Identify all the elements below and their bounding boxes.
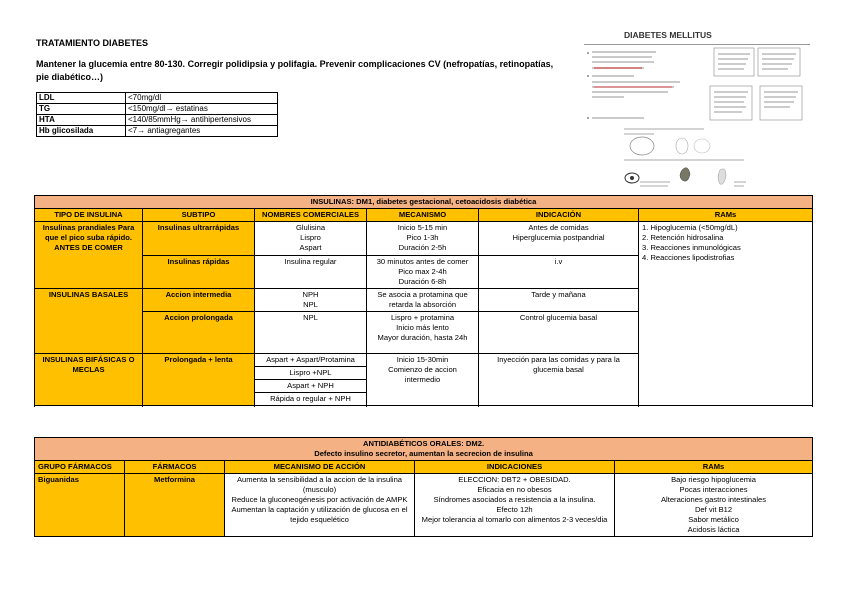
table-row [37, 115, 278, 126]
mechanism [225, 474, 415, 537]
drug-name: Metformina [125, 474, 225, 537]
target-value: <70mg/dl [126, 93, 278, 104]
column-header: MECANISMO [367, 209, 479, 222]
list-item: ELECCION: DBT2 + OBESIDAD. [458, 475, 571, 484]
insulin-subtype: Prolongada + lenta [143, 354, 255, 406]
diabetes-slide-thumbnail [584, 30, 810, 196]
table-row [35, 474, 813, 537]
list-item: 3. Reacciones inmunológicas [642, 243, 741, 252]
table-row [37, 104, 278, 115]
insulin-type-basal: INSULINAS BASALES [35, 289, 143, 354]
indication [479, 256, 639, 289]
insulin-type-biphasic: INSULINAS BIFÁSICAS O MECLAS [35, 354, 143, 406]
target-value: <150mg/dl→ estatinas [126, 104, 278, 115]
thumbnail-graphic [584, 30, 810, 196]
commercial-names [255, 222, 367, 256]
column-header: TIPO DE INSULINA [35, 209, 143, 222]
list-item: Aspart [299, 243, 322, 252]
list-item: Aspart + Aspart/Protamina [255, 354, 366, 367]
table-header-row [35, 209, 813, 222]
column-header: INDICACIONES [415, 461, 615, 474]
mechanism [367, 222, 479, 256]
insulin-subtype: Accion intermedia [143, 289, 255, 312]
column-header: GRUPO FÁRMACOS [35, 461, 125, 474]
indication [479, 222, 639, 256]
table-header-row [35, 461, 813, 474]
target-label: Hb glicosilada [37, 126, 126, 137]
insulin-subtype: Insulinas ultrarrápidas [143, 222, 255, 256]
target-label: LDL [37, 93, 126, 104]
commercial-names [255, 256, 367, 289]
list-item: Rápida o regular + NPH [270, 394, 351, 403]
list-item: Síndromes asociados a resistencia a la insulina. [433, 495, 596, 504]
indications [415, 474, 615, 537]
list-item: Alteraciones gastro intestinales [660, 495, 767, 504]
list-item: 30 minutos antes de comer [376, 257, 469, 266]
list-item: Duración 6-8h [398, 277, 447, 286]
list-item: Inicio 5-15 min [397, 223, 448, 232]
list-item: Aumenta la sensibilidad a la accion de la insulina (musculo) [236, 475, 403, 494]
targets-table [36, 92, 278, 137]
list-item: Mayor duración, hasta 24h [377, 333, 468, 342]
list-item: Reduce la gluconeogénesis por activación de AMPK [231, 495, 408, 504]
column-header: RAMs [639, 209, 813, 222]
oral-banner-title: ANTIDIABÉTICOS ORALES: DM2. [362, 439, 485, 448]
list-item: Hiperglucemia postpandrial [512, 233, 605, 242]
list-item: Inyección para las comidas y para la glucemia basal [497, 355, 620, 374]
list-item: 2. Retención hidrosalina [642, 233, 724, 242]
list-item: 1. Hipoglucemia (<50mg/dL) [642, 223, 738, 232]
list-item: Lispro + protamina [390, 313, 455, 322]
list-item: Tarde y mañana [531, 290, 586, 299]
target-value: <7→ antiagregantes [126, 126, 278, 137]
oral-antidiabetics-table [34, 437, 813, 537]
list-item: Acidosis láctica [687, 525, 740, 534]
indication [479, 289, 639, 312]
target-value: <140/85mmHg→ antihipertensivos [126, 115, 278, 126]
list-item: Efecto 12h [496, 505, 533, 514]
list-item: Def vit B12 [694, 505, 733, 514]
column-header: FÁRMACOS [125, 461, 225, 474]
oral-rams [615, 474, 813, 537]
list-item: NPL [303, 300, 318, 309]
list-item: Se asocia a protamina que retarda la absorción [377, 290, 468, 309]
commercial-names [255, 289, 367, 312]
oral-banner-subtitle: Defecto insulino secretor, aumentan la secrecion de insulina [314, 449, 533, 458]
list-item: Antes de comidas [528, 223, 589, 232]
list-item: Pico max 2-4h [398, 267, 447, 276]
oral-banner [35, 438, 813, 461]
list-item: Eficacia en no obesos [477, 485, 552, 494]
column-header: SUBTIPO [143, 209, 255, 222]
list-item: Inicio más lento [396, 323, 449, 332]
table-row [35, 438, 813, 461]
mechanism [367, 256, 479, 289]
insulin-banner: INSULINAS: DM1, diabetes gestacional, cetoacidosis diabética [35, 196, 813, 209]
treatment-goal: Mantener la glucemia entre 80-130. Corregir polidipsia y polifagia. Prevenir complicaciones CV (nefropatías, retinopatías, pie diabético…) [36, 59, 554, 82]
list-item: Bajo riesgo hipoglucemia [671, 475, 756, 484]
column-header: NOMBRES COMERCIALES [255, 209, 367, 222]
insulin-subtype: Insulinas rápidas [143, 256, 255, 289]
indication [479, 312, 639, 354]
list-item: NPL [303, 313, 318, 322]
target-label: TG [37, 104, 126, 115]
table-row [37, 126, 278, 137]
table-row [35, 196, 813, 209]
column-header: MECANISMO DE ACCIÓN [225, 461, 415, 474]
target-label: HTA [37, 115, 126, 126]
table-row [37, 93, 278, 104]
list-item: Mejor tolerancia al tomarlo con alimentos 2-3 veces/dia [421, 515, 608, 524]
mechanism [367, 289, 479, 312]
commercial-names [255, 312, 367, 354]
list-item: Pico 1-3h [406, 233, 439, 242]
list-item: 4. Reacciones lipodistrofias [642, 253, 735, 262]
list-item: Pocas interacciones [679, 485, 748, 494]
table-row [35, 222, 813, 256]
insulin-type-prandial: Insulinas prandiales Para que el pico suba rápido. ANTES DE COMER [35, 222, 143, 289]
column-header: INDICACIÓN [479, 209, 639, 222]
mechanism [367, 354, 479, 406]
drug-group: Biguanidas [35, 474, 125, 537]
list-item: Lispro +NPL [255, 367, 366, 380]
list-item: Inicio 15-30min [396, 355, 449, 364]
list-item: i.v [554, 257, 563, 266]
list-item: Lispro [300, 233, 321, 242]
insulin-subtype: Accion prolongada [143, 312, 255, 354]
list-item: NPH [302, 290, 319, 299]
thumbnail-title: DIABETES MELLITUS [624, 30, 712, 40]
indication [479, 354, 639, 406]
insulin-rams [639, 222, 813, 406]
list-item: Glulisina [295, 223, 326, 232]
list-item: Aspart + NPH [255, 380, 366, 393]
list-item: Duración 2-5h [398, 243, 447, 252]
list-item: Sabor metálico [688, 515, 739, 524]
list-item: Control glucemia basal [519, 313, 598, 322]
list-item: Aumentan la captación y utilización de glucosa en el tejido esquelético [231, 505, 408, 524]
list-item: Comienzo de accion intermedio [388, 365, 457, 384]
column-header: RAMs [615, 461, 813, 474]
mechanism [367, 312, 479, 354]
commercial-names [255, 354, 367, 406]
insulin-table [34, 195, 813, 406]
page-title: TRATAMIENTO DIABETES [36, 38, 148, 48]
list-item: Insulina regular [284, 257, 337, 266]
